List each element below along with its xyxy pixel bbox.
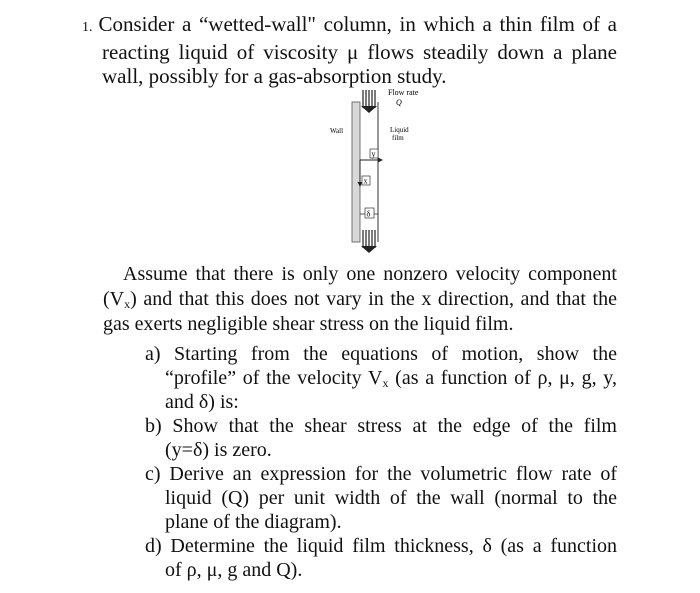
wall-label: Wall — [330, 127, 344, 135]
wetted-wall-diagram — [300, 88, 440, 258]
diagram-svg — [300, 88, 440, 258]
assumption-line-2: $(V_x)$ and that this does not vary in the x direction, and that the — [103, 288, 617, 311]
liquid-label: Liquid — [390, 126, 409, 134]
assumption-line-1: Assume that there is only one nonzero velocity component — [123, 263, 617, 285]
part-a: a) Starting from the equations of motion, show the “profile” of the velocity $V_x$ (as a function of ρ, μ, g, y, and δ) is: — [145, 343, 617, 413]
intro-line-3: wall, possibly for a gas-absorption study. — [102, 64, 447, 88]
film-label: film — [392, 134, 404, 142]
part-c: c) Derive an expression for the volumetric flow rate of liquid (Q) per unit width of the wall (normal to the plane of the diagram). — [145, 463, 617, 533]
assumption-paragraph — [103, 262, 617, 337]
x-axis-label: x — [363, 176, 368, 186]
inflow-arrowhead — [361, 106, 377, 113]
flow-rate-symbol: Q — [396, 98, 402, 107]
assumption-line-3: gas exerts negligible shear stress on the liquid film. — [103, 313, 514, 335]
y-axis-label: y — [371, 149, 376, 159]
intro-line-2: reacting liquid of viscosity μ flows steadily down a plane — [102, 40, 617, 64]
problem-intro — [82, 12, 682, 88]
delta-label: δ — [366, 209, 371, 219]
wall-shape — [352, 102, 360, 242]
question-parts — [145, 342, 617, 582]
outflow-arrows — [363, 230, 375, 248]
problem-number: 1. — [82, 20, 93, 35]
outflow-arrowhead — [361, 246, 377, 253]
flow-rate-label: Flow rate — [388, 88, 419, 97]
intro-line-1: 1. Consider a “wetted-wall" column, in which a thin film of a — [82, 12, 617, 36]
part-d: d) Determine the liquid film thickness, δ (as a function of ρ, μ, g and Q). — [145, 535, 617, 581]
inflow-arrows — [363, 90, 375, 108]
part-b: b) Show that the shear stress at the edge of the film (y=δ) is zero. — [145, 415, 617, 461]
